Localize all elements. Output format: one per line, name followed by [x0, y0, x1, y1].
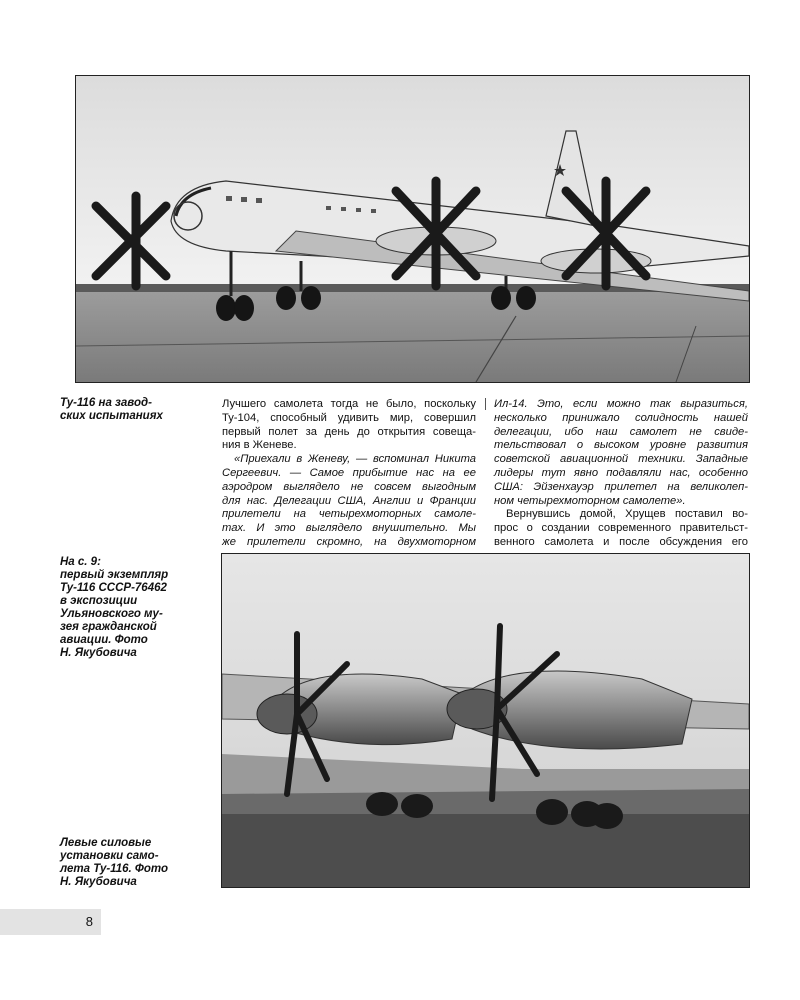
caption-bottom-photo: [60, 837, 210, 889]
body-column-2: [494, 398, 748, 550]
text-line: прилетели на четырехмоторных самоле-: [222, 508, 476, 521]
caption-line: зея гражданской: [60, 621, 157, 633]
photo-tu116-left-engines: [221, 553, 750, 888]
caption-line: первый экземпляр: [60, 569, 169, 581]
caption-line: Левые силовые: [60, 837, 152, 849]
caption-line: Ту-116 СССР-76462: [60, 582, 167, 594]
column-divider: [485, 398, 486, 410]
text-line: несколько принижало солидность нашей: [494, 411, 748, 424]
text-line: первый полет за день до открытия совеща-: [222, 425, 476, 438]
text-line: венного самолета и после обсуждения его: [494, 535, 748, 548]
caption-line: авиации. Фото: [60, 634, 148, 646]
text-line: советской авиационной техники. Западные: [494, 453, 748, 466]
caption-line: Ту-116 на завод-: [60, 397, 152, 409]
body-column-1: [222, 398, 476, 550]
text-line: делегации, ибо наш самолет не свиде-: [494, 425, 748, 438]
text-line: Вернувшись домой, Хрущев поставил во-: [506, 508, 748, 521]
text-line: Ту-104, способный удивить мир, совершил: [222, 411, 476, 424]
caption-line: Н. Якубовича: [60, 876, 137, 888]
text-line: аэродром выглядело не совсем выгодным: [222, 480, 476, 493]
text-line: Ил-14. Это, если можно так выразиться,: [494, 398, 748, 410]
text-line: Лучшего самолета тогда не было, поскольку: [222, 398, 476, 410]
text-line: ном четырехмоторном самолете».: [494, 494, 686, 507]
text-line: ния в Женеве.: [222, 439, 297, 452]
text-line: Сергеевич. — Самое прибытие нас на ее: [222, 466, 476, 479]
caption-top-photo: [60, 397, 210, 423]
text-line: лидеры тут явно подавляли нас, особенно: [494, 466, 748, 479]
text-line: «Приехали в Женеву, — вспоминал Никита: [234, 453, 476, 466]
text-line: прос о создании современного правительст-: [494, 522, 748, 535]
caption-opposite-page: [60, 556, 210, 660]
photo-tu116-factory-trials: [75, 75, 750, 383]
text-line: для нас. Делегации США, Англии и Франции: [222, 494, 476, 507]
caption-line: Н. Якубовича: [60, 647, 137, 659]
caption-line: в экспозиции: [60, 595, 138, 607]
text-line: США: Эйзенхауэр прилетел на великолеп-: [494, 480, 748, 493]
page-number: 8: [85, 914, 93, 929]
text-line: же прилетели скромно, на двухмоторном: [222, 535, 476, 548]
text-line: тельствовал о высоком уровне развития: [494, 439, 748, 452]
text-line: тах. И это выглядело внушительно. Мы: [222, 522, 476, 535]
caption-line: Ульяновского му-: [60, 608, 163, 620]
caption-line: На с. 9:: [60, 556, 101, 568]
caption-line: ских испытаниях: [60, 410, 163, 422]
caption-line: лета Ту-116. Фото: [60, 863, 169, 875]
caption-line: установки само-: [60, 850, 159, 862]
page-number-tab: [0, 909, 101, 935]
